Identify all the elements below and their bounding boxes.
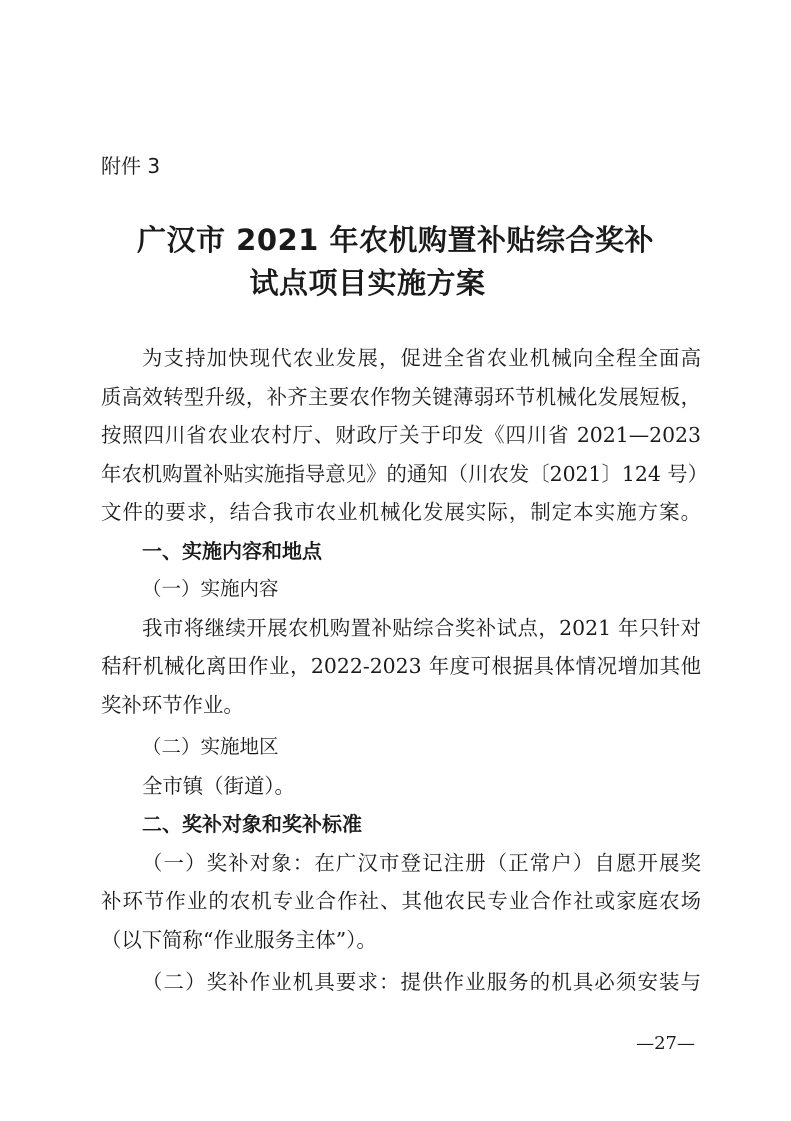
- section-2-item-1-line: 补环节作业的农机专业合作社、其他农民专业合作社或家庭农场: [101, 889, 701, 913]
- section-2-item-1-line: （以下简称“作业服务主体”）。: [101, 927, 377, 952]
- document-body: [101, 339, 709, 1002]
- intro-line: 文件的要求，结合我市农业机械化发展实际，制定本实施方案。: [101, 500, 701, 524]
- page-number: —27—: [636, 1033, 695, 1054]
- section-2-heading: 二、奖补对象和奖补标准: [142, 812, 362, 836]
- intro-line: 质高效转型升级，补齐主要农作物关键薄弱环节机械化发展短板，: [101, 384, 701, 409]
- section-1-sub-1-line: 秸秆机械化离田作业，2022-2023 年度可根据具体情况增加其他: [101, 654, 701, 678]
- document-title-line-2: 试点项目实施方案: [249, 266, 486, 300]
- section-2-item-1-line: （一）奖补对象：在广汉市登记注册（正常户）自愿开展奖: [142, 850, 701, 875]
- section-1-sub-1-heading: （一）实施内容: [142, 577, 279, 600]
- intro-line: 按照四川省农业农村厅、财政厅关于印发《四川省 2021—2023: [101, 423, 701, 447]
- intro-line: 年农机购置补贴实施指导意见》的通知（川农发〔2021〕124 号）: [101, 461, 709, 486]
- section-1-sub-2-heading: （二）实施地区: [142, 735, 279, 758]
- section-1-sub-1-line: 奖补环节作业。: [101, 692, 244, 717]
- attachment-label: 附件 3: [101, 154, 161, 178]
- section-1-sub-2-line: 全市镇（街道）。: [142, 773, 295, 798]
- section-2-item-2-line: （二）奖补作业机具要求：提供作业服务的机具必须安装与: [142, 970, 701, 994]
- section-1-heading: 一、实施内容和地点: [142, 538, 322, 563]
- document-title-line-1: 广汉市 2021 年农机购置补贴综合奖补: [137, 223, 654, 257]
- section-1-sub-1-line: 我市将继续开展农机购置补贴综合奖补试点，2021 年只针对: [142, 615, 701, 640]
- intro-line: 为支持加快现代农业发展，促进全省农业机械向全程全面高: [142, 346, 701, 370]
